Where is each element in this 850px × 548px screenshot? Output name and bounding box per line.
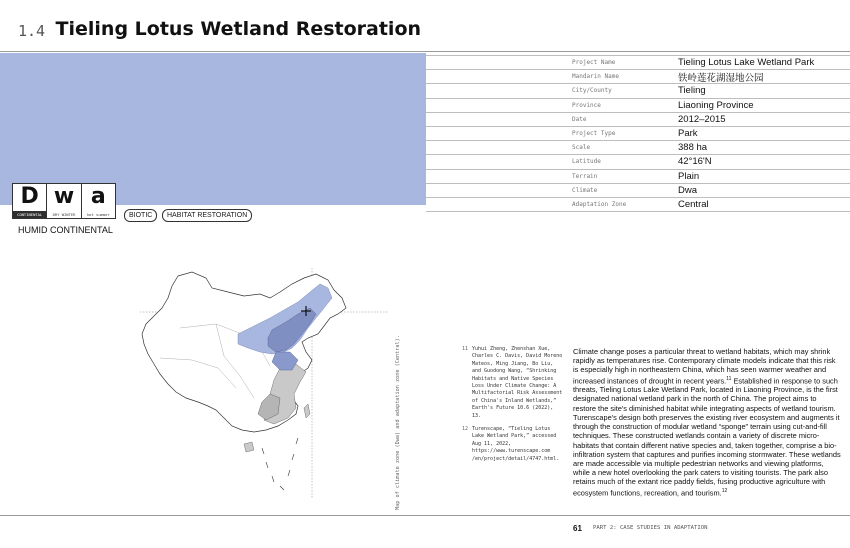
footnote-ref: 11 [726,375,732,382]
footnote-ref: 12 [721,487,728,494]
info-value: 388 ha [678,142,708,154]
info-key: Adaptation Zone [572,200,627,208]
info-value: Dwa [678,184,698,196]
map-caption-text: Map of climate zone (Dwa) and adaptation zone (Central). [395,335,401,510]
footnote-text: Yuhui Zheng, Zhenshan Xue, Charles C. Davis, David Moreno Mateos, Ming Jiang, Bo Liu, and Guodong Wang, “Shrinking Habitats and Native Species Loss Under Climate Change: A Multifactorial Risk Assessment of China's Inland Wetlands,” Earth's Future 10.6 (2022), 13. [472,346,563,419]
page-title: Tieling Lotus Wetland Restoration [55,18,422,40]
info-value: Central [678,198,709,210]
footnote [462,426,564,463]
footnote-text: Turenscape, “Tieling Lotus Lake Wetland Park,” accessed Aug 11, 2022, https://www.turenscape.com /en/project/detail/4747.html. [472,426,560,462]
body-text-part: Climate change poses a particular threat to wetland habitats, which may shrink rapidly as temperatures rise. Contemporary climate models indicate that this risk is especially high in northeastern China, which has seen warmer weather and increased instances of drought in recent years. [573,347,836,386]
body-paragraph [573,347,841,497]
info-row-date [426,113,850,127]
info-row-climate [426,184,850,198]
map-caption [395,330,405,510]
info-row-latitude [426,155,850,169]
info-key: Date [572,115,587,123]
footnote [462,346,564,420]
info-value: Liaoning Province [678,99,754,111]
page-header [18,18,421,46]
info-value: 2012–2015 [678,113,726,125]
section-number: 1.4 [18,22,46,40]
climate-code-cell [47,184,81,218]
info-key: Climate [572,186,598,194]
info-row-project-type [426,127,850,141]
info-value: Tieling Lotus Lake Wetland Park [678,57,815,69]
page-number: 61 [573,524,582,533]
info-value: Park [678,128,698,140]
info-row-terrain [426,170,850,184]
climate-code-box [12,183,116,219]
info-key: Mandarin Name [572,73,619,81]
info-key: Scale [572,144,591,152]
info-value: Tieling [678,85,706,97]
taiwan-island [304,404,310,418]
info-key: City/County [572,87,612,95]
info-row-province [426,99,850,113]
climate-name: HUMID CONTINENTAL [18,225,113,235]
info-row-project-name [426,55,850,70]
footnote-number: 11 [462,346,469,352]
body-text-part: Established in response to such threats, Tieling Lotus Lake Wetland Park, located in Liaoning Province, is the first designated national wetland park in the north of China. The project aims to restore the site's diminished habitat while integrating aspects of wetland tourism. Turenscape's design both preserves the existing river ecosystem and augments it through the construction of modular wetland “sponge” terrain using cut-and-fill techniques. These constructed wetlands contain a variety of discrete micro-habitats that contain different native species and, taken together, comprise a bio-infiltration system that captures and purifies incoming stormwater. These wetlands are made accessible via multiple pedestrian networks and viewing platforms, while a new hotel overlooking the park caters to visiting tourists. The park also retains much of the extant rice paddy fields, fusing productive agriculture with ecosystem functions, recreation, and tourism. [573,376,841,497]
info-row-scale [426,141,850,155]
info-value: Plain [678,170,700,182]
climate-code-letter: a [90,184,106,209]
info-row-mandarin-name [426,70,850,84]
info-row-city [426,84,850,98]
info-key: Project Name [572,59,616,67]
part-label: PART 2: CASE STUDIES IN ADAPTATION [593,525,708,531]
project-info-table [426,55,850,212]
map-svg [120,248,400,516]
hainan-island [244,442,254,452]
info-key: Province [572,101,601,109]
tag-habitat-restoration: HABITAT RESTORATION [162,209,252,222]
climate-code-label: CONTINENTAL [13,211,46,218]
climate-code-label: DRY WINTER [52,212,76,217]
south-china-sea-dashes [262,438,298,490]
info-key: Terrain [572,172,598,180]
info-value: 铁岭莲花湖湿地公园 [678,72,764,84]
climate-code-cell [82,184,115,218]
tag-biotic: BIOTIC [124,209,157,222]
info-value: 42°16'N [678,156,712,168]
footnote-number: 12 [462,426,469,433]
info-key: Project Type [572,130,616,138]
footnotes [462,346,564,469]
climate-code-letter: D [20,184,39,209]
bottom-divider [0,515,850,516]
info-row-adaptation-zone [426,198,850,212]
info-key: Latitude [572,158,601,166]
china-climate-map [120,248,400,516]
climate-code-label: hot summer [86,212,110,217]
top-divider [0,51,850,52]
climate-code-cell [13,184,47,218]
climate-code-letter: w [53,184,75,209]
